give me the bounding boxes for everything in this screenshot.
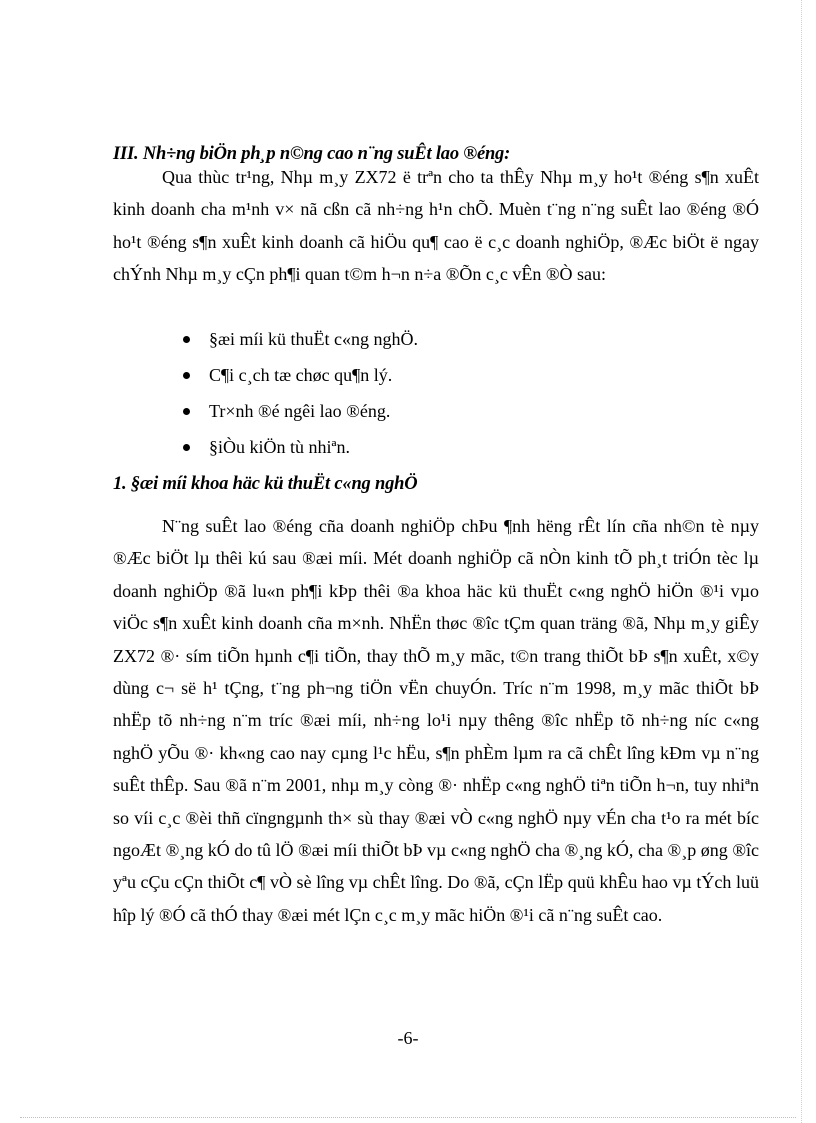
- intro-paragraph: Qua thùc tr¹ng, Nhµ m¸y ZX72 ë trªn cho ta thÊy Nhµ m¸y ho¹t ®éng s¶n xuÊt kinh doanh cha m¹nh v× nã cßn cã nh÷ng h¹n chÕ. Muèn t¨ng n¨ng suÊt lao ®éng ®Ó ho¹t ®éng s¶n xuÊt kinh doanh cã hiÖu qu¶ cao ë c¸c doanh nghiÖp, ®Æc biÖt ë ngay chÝnh Nhµ m¸y cÇn ph¶i quan t©m h¬n n÷a ®Õn c¸c vÊn ®Ò sau:: [113, 167, 759, 285]
- list-item-text: Tr×nh ®é ngêi lao ®éng.: [209, 401, 391, 421]
- section-paragraph: N¨ng suÊt lao ®éng cña doanh nghiÖp chÞu ¶nh hëng rÊt lín cña nh©n tè nµy ®Æc biÖt lµ thêi kú sau ®æi míi. Mét doanh nghiÖp cã nÒn kinh tÕ ph¸t triÓn tèc lµ doanh nghiÖp ®ã lu«n ph¶i kÞp thêi ®a khoa häc kü thuËt c«ng nghÖ hiÖn ®¹i vµo viÖc s¶n xuÊt kinh doanh cña m×nh. NhËn thøc ®îc tÇm quan träng ®ã, Nhµ m¸y giÊy ZX72 ®· sím tiÕn hµnh c¶i tiÕn, thay thÕ m¸y mãc, t©n trang thiÕt bÞ s¶n xuÊt, x©y dùng c¬ së h¹ tÇng, t¨ng ph¬ng tiÖn vËn chuyÓn. Tríc n¨m 1998, m¸y mãc thiÕt bÞ nhËp tõ nh÷ng n¨m tríc ®æi míi, nh÷ng lo¹i nµy thêng ®îc nhËp tõ nh÷ng níc c«ng nghÖ yÕu ®· kh«ng cao nay cµng l¹c hËu, s¶n phÈm lµm ra cã chÊt lîng kÐm vµ n¨ng suÊt thÊp. Sau ®ã n¨m 2001, nhµ m¸y còng ®· nhËp c«ng nghÖ tiªn tiÕn h¬n, tuy nhiªn so víi c¸c ®èi thñ cïngngµnh th× sù thay ®æi vÒ c«ng nghÖ nµy vÉn cha t¹o ra mét bíc ngoÆt ®¸ng kÓ do tû lÖ ®æi míi thiÕt bÞ vµ c«ng nghÖ cha ®¸ng kÓ, cha ®¸p øng ®îc yªu cÇu cÇn thiÕt c¶ vÒ sè lîng vµ chÊt lîng. Do ®ã, cÇn lËp quü khÊu hao vµ tÝch luü hîp lý ®Ó cã thÓ thay ®æi mét lÇn c¸c m¸y mãc hiÖn ®¹i cã n¨ng suÊt cao.: [113, 516, 759, 925]
- list-item: [170, 357, 418, 393]
- page-border-bottom: [20, 1117, 796, 1118]
- list-item-text: §æi míi kü thuËt c«ng nghÖ.: [209, 329, 418, 349]
- bullet-icon: [183, 408, 190, 415]
- list-item: [170, 393, 418, 429]
- bullet-icon: [183, 336, 190, 343]
- page-border-right: [801, 0, 802, 1123]
- section-heading: III. Nh÷ng biÖn ph¸p n©ng cao n¨ng suÊt lao ®éng:: [113, 144, 511, 164]
- subsection-heading: 1. §æi míi khoa häc kü thuËt c«ng nghÖ: [113, 474, 418, 494]
- bullet-list: [170, 321, 418, 465]
- bullet-icon: [183, 444, 190, 451]
- list-item: [170, 321, 418, 357]
- list-item-text: C¶i c¸ch tæ chøc qu¶n lý.: [209, 365, 393, 385]
- bullet-icon: [183, 372, 190, 379]
- list-item-text: §iÒu kiÖn tù nhiªn.: [209, 437, 350, 457]
- page-number: -6-: [397, 1028, 419, 1048]
- list-item: [170, 429, 418, 465]
